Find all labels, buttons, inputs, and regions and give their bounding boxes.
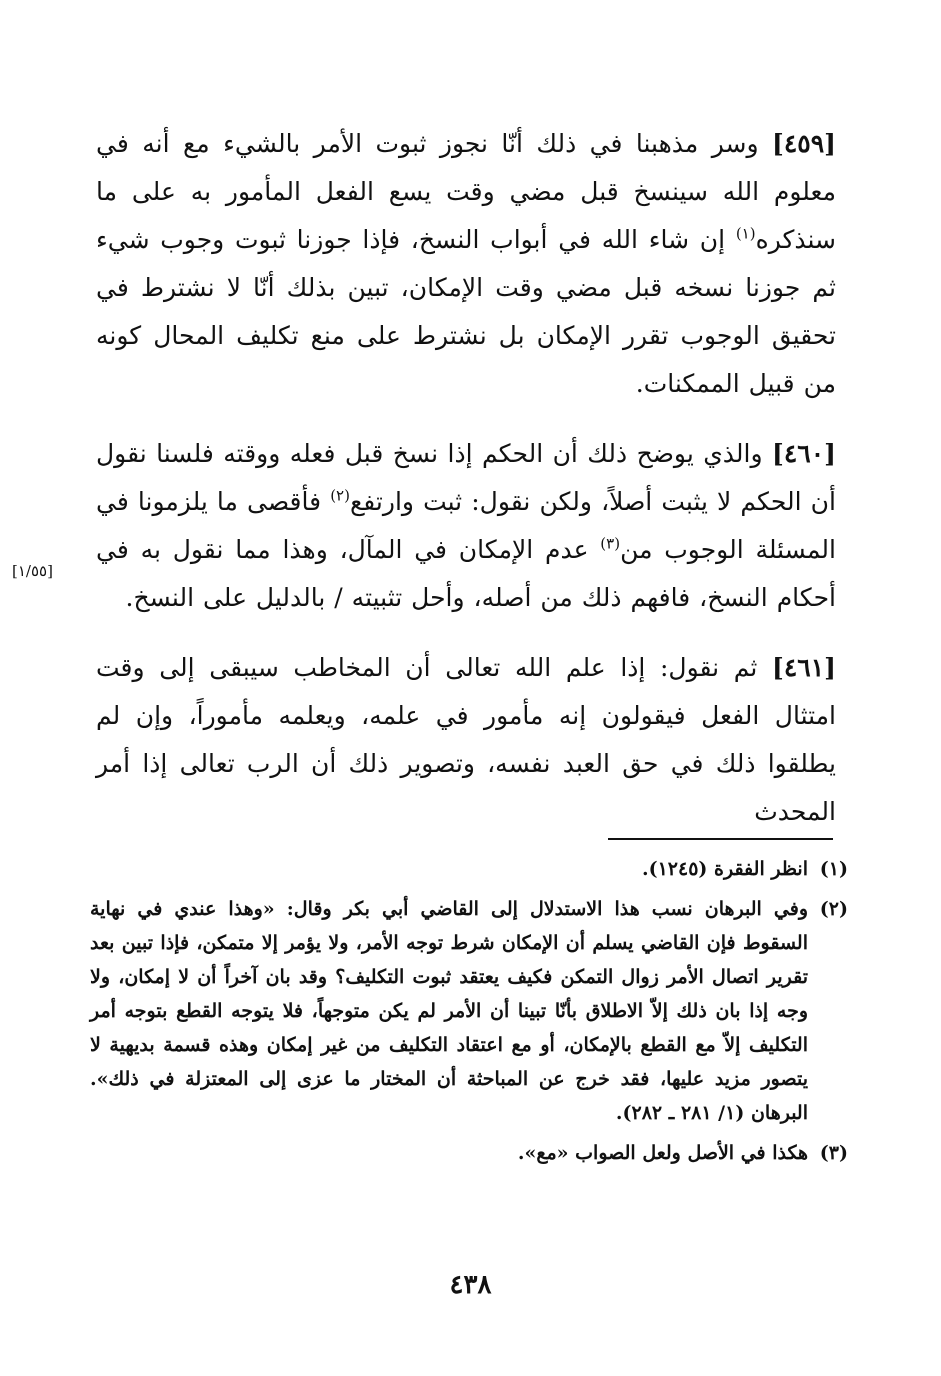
footnote-1 [90,852,848,886]
footnote-number: (٢) [819,898,848,920]
footnote-ref[interactable]: (١) [735,224,756,243]
footnote-text: انظر الفقرة (١٢٤٥). [641,858,808,880]
paragraph-text: وسر مذهبنا في ذلك أنّا نجوز ثبوت الأمر بالشيء مع أنه في معلوم الله سينسخ قبل مضي وقت يسع الفعل المأمور به على ما سنذكره [96,129,837,254]
footnote-2 [90,892,848,1130]
paragraph-text: إن شاء الله في أبواب النسخ، فإذا جوزنا ثبوت وجوب شيء ثم جوزنا نسخه قبل مضي وقت الإمكان، تبين بذلك أنّا لا نشترط في تحقيق الوجوب تقرر الإمكان بل نشترط على منع تكليف المحال كونه من قبيل الممكنات. [96,225,836,398]
footnote-3 [90,1136,848,1170]
paragraph-number: [٤٦١] [772,653,837,682]
paragraph-461 [96,644,836,836]
footnote-divider [608,838,833,840]
margin-folio-note: [١/٥٥] [12,562,53,580]
footnote-text: وفي البرهان نسب هذا الاستدلال إلى القاضي أبي بكر وقال: «وهذا عندي في نهاية السقوط فإن القاضي يسلم أن الإمكان شرط توجه الأمر، ولا يؤمر إلا متمكن، فإذا تبين بعد تقرير اتصال الأمر زوال التمكن فكيف يعتقد ثبوت التكليف؟ وقد بان آخراً أن لا إمكان، ولا وجه إذا بان ذلك إلاّ الاطلاق بأنّا تبينا أن الأمر لم يكن متوجهاً، فلا يتوجه القطع بتوجه أمر التكليف إلاّ مع القطع بالإمكان، أو مع اعتقاد التكليف من غير إمكان وهذه قسمة بديهية لا يتصور مزيد عليها، فقد خرج عن المباحثة أن المختار ما عزى إلى المعتزلة في ذلك». البرهان (١/ ٢٨١ ـ ٢٨٢). [90,898,808,1124]
footnotes [90,852,848,1176]
footnote-number: (٣) [819,1142,848,1164]
paragraph-number: [٤٥٩] [772,129,836,158]
main-text [96,120,836,858]
paragraph-text: ثم نقول: إذا علم الله تعالى أن المخاطب سيبقى إلى وقت امتثال الفعل فيقولون إنه مأمور في علمه، ويعلمه مأموراً، وإن لم يطلقوا ذلك في حق العبد نفسه، وتصوير ذلك أن الرب تعالى إذا أمر المحدث [96,653,836,826]
paragraph-459 [96,120,836,408]
footnote-ref[interactable]: (٢) [330,486,350,505]
paragraph-text: والذي يوضح ذلك أن الحكم إذا نسخ قبل فعله ووقته فلسنا نقول أن الحكم لا يثبت أصلاً، ولكن نقول: ثبت وارتفع [96,439,836,516]
footnote-ref[interactable]: (٣) [600,534,621,553]
paragraph-text: فأقصى ما يلزمونا في المسئلة الوجوب من [96,487,836,564]
footnote-text: هكذا في الأصل ولعل الصواب «مع». [517,1142,808,1164]
paragraph-number: [٤٦٠] [772,439,836,468]
footnote-number: (١) [819,858,848,880]
paragraph-text: عدم الإمكان في المآل، وهذا مما نقول به في أحكام النسخ، فافهم ذلك من أصله، وأحل تثبيته / بالدليل على النسخ. [96,535,836,612]
paragraph-460 [96,430,836,622]
page-number: ٤٣٨ [449,1270,492,1300]
